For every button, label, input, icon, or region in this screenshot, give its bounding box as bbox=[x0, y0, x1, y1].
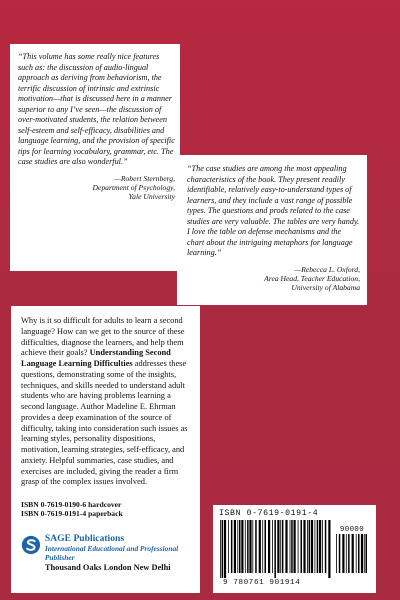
barcode-bar bbox=[358, 534, 360, 573]
barcode-bar bbox=[356, 534, 357, 573]
barcode-bar bbox=[322, 520, 323, 573]
barcode-bar bbox=[361, 534, 363, 573]
description-text bbox=[21, 316, 194, 488]
quote-text: “This volume has some really nice features such as: the discussion of audio-lingual approach as deriving from behaviorism, the terrific discussion of intrinsic and extrinsic motivation—that is discussed here in a manner superior to any I’ve seen—the discussion of over-motivated students, the relation between self-esteem and self-efficacy, disabilities and language learning, and the provision of specific tips for learning vocabulary, grammar, etc. The case studies are also wonderful.” bbox=[18, 52, 175, 166]
quote-attribution bbox=[18, 174, 175, 202]
publisher-cities: Thousand Oaks London New Delhi bbox=[44, 562, 171, 572]
barcode-bar bbox=[277, 520, 279, 573]
barcode-bar bbox=[224, 520, 226, 578]
barcode-bar bbox=[280, 520, 281, 573]
barcode-bar bbox=[315, 520, 316, 573]
barcode-bar bbox=[252, 520, 253, 573]
barcode-bar bbox=[294, 520, 296, 573]
barcode-bar bbox=[325, 520, 327, 573]
barcode-bar bbox=[272, 520, 273, 573]
attribution-dept: Department of Psychology, bbox=[92, 182, 175, 192]
description-body: addresses these questions, demonstrating some of the insights, techniques, and skills needed to understand adult students who are having problems learning a second language. Author Madeline E. Ehrman provides a deep examination of the source of difficulty, taking into consideration such issues as learning styles, personality dispositions, motivation, learning strategies, self-efficacy, and anxiety. Helpful summaries, case studies, and exercises are included, giving the reader a firm grasp of the complex issues involved. bbox=[21, 359, 188, 487]
attribution-affiliation: University of Alabama bbox=[291, 283, 360, 293]
barcode-bar bbox=[307, 520, 308, 573]
barcode-bar bbox=[234, 520, 236, 573]
barcode-bar bbox=[311, 520, 313, 573]
barcode-bar bbox=[222, 520, 224, 578]
barcode-bar bbox=[309, 520, 311, 573]
publisher-block bbox=[21, 533, 194, 572]
barcode-bar bbox=[303, 520, 305, 573]
barcode-bar bbox=[274, 520, 276, 578]
barcode-bar bbox=[339, 534, 341, 573]
barcode-bar bbox=[245, 520, 246, 573]
barcode-bar bbox=[290, 520, 291, 573]
publisher-tagline: International Educational and Professional Publisher bbox=[44, 543, 179, 562]
barcode-bar bbox=[237, 520, 238, 573]
barcode-bar bbox=[241, 520, 243, 573]
barcode-bar bbox=[262, 520, 263, 573]
barcode-bar bbox=[247, 520, 249, 573]
attribution-author: —Robert Sternberg, bbox=[114, 173, 175, 183]
description-panel bbox=[11, 306, 200, 593]
barcode-panel bbox=[213, 505, 376, 593]
quote-panel-sternberg bbox=[10, 44, 180, 271]
barcode-bar bbox=[285, 520, 287, 573]
barcode-bar bbox=[352, 534, 354, 573]
quote-attribution bbox=[187, 265, 360, 293]
barcode-addon-bars bbox=[335, 534, 369, 578]
barcode-bar bbox=[364, 534, 365, 573]
barcode-bar bbox=[346, 534, 347, 573]
attribution-affiliation: Yale University bbox=[128, 192, 175, 202]
barcode-bar bbox=[249, 520, 251, 573]
barcode-digits: 9 780761 901914 bbox=[223, 579, 301, 587]
barcode-bar bbox=[291, 520, 293, 573]
barcode-bar bbox=[268, 520, 270, 573]
attribution-author: —Rebecca L. Oxford, bbox=[294, 264, 360, 274]
isbn-paperback: ISBN 0-7619-0191-4 paperback bbox=[21, 509, 123, 519]
quote-panel-oxford bbox=[177, 155, 367, 305]
barcode-bar bbox=[328, 520, 330, 578]
barcode-bar bbox=[317, 520, 319, 573]
barcode-bar bbox=[301, 520, 303, 573]
quote-text: “The case studies are among the most appealing characteristics of the book. They present readily identifiable, relatively easy-to-understand types of learners, and they include a vast range of possible types. The questions and prods related to the case studies are very valuable. The tables are very handy. I love the table on defense mechanisms and the chart about the intriguing metaphors for language learning.” bbox=[187, 164, 360, 257]
barcode-bar bbox=[220, 520, 221, 578]
barcode-bar bbox=[298, 520, 299, 573]
barcode-bar bbox=[319, 520, 321, 573]
barcode-bar bbox=[282, 520, 284, 573]
barcode-addon-digits: 90000 bbox=[339, 526, 365, 534]
isbn-hardcover: ISBN 0-7619-0190-6 hardcover bbox=[21, 500, 122, 509]
barcode-bar bbox=[231, 520, 233, 573]
attribution-role: Area Head, Teacher Education, bbox=[264, 273, 360, 283]
barcode-bar bbox=[239, 520, 241, 573]
description-intro: Why is it so difficult for adults to learn a second language? How can we get to the source of these difficulties, diagnose the learners, and help them achieve their goals? bbox=[21, 316, 185, 358]
barcode-bar bbox=[348, 534, 350, 573]
barcode-bar bbox=[259, 520, 261, 573]
barcode-bar bbox=[336, 534, 337, 573]
barcode-bar bbox=[255, 520, 257, 573]
sage-logo-icon bbox=[21, 534, 41, 556]
barcode-bars bbox=[219, 520, 331, 578]
book-title: Understanding Second Language Learning Difficulties bbox=[21, 348, 171, 368]
barcode-bar bbox=[265, 520, 267, 573]
publisher-name: SAGE Publications bbox=[44, 532, 125, 544]
isbn-list bbox=[21, 500, 194, 519]
barcode-bar bbox=[342, 534, 344, 573]
barcode-isbn: ISBN 0-7619-0191-4 bbox=[219, 509, 319, 518]
barcode-bar bbox=[366, 534, 368, 573]
barcode-bar bbox=[228, 520, 229, 573]
